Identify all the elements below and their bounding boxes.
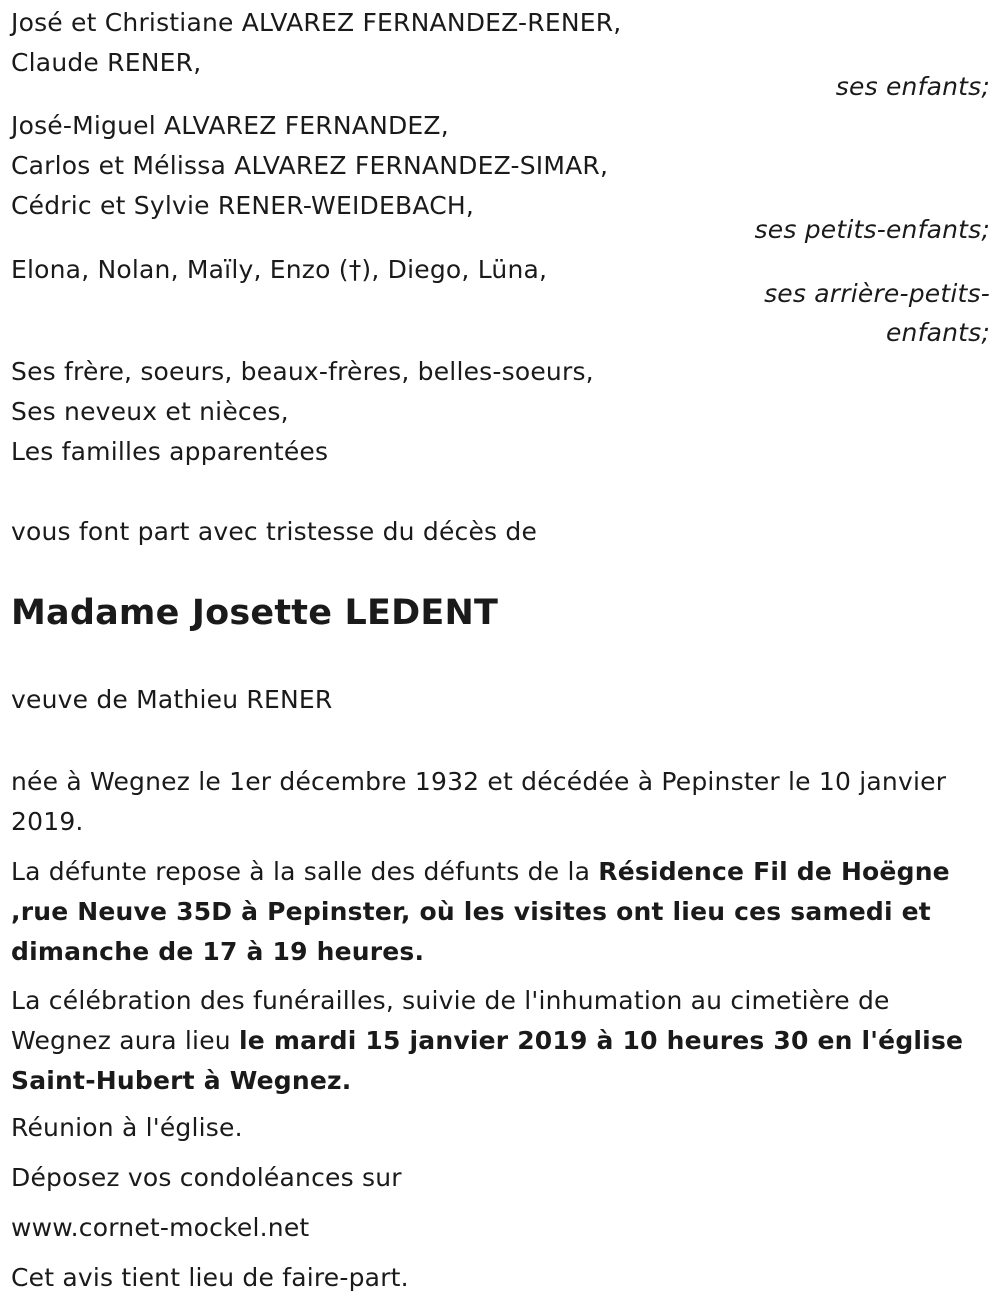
- closing-text: Cet avis tient lieu de faire-part.: [11, 1263, 409, 1292]
- announcement-text: vous font part avec tristesse du décès de: [11, 517, 538, 546]
- widow-of: veuve de Mathieu RENER: [11, 685, 333, 714]
- funeral-paragraph: [11, 981, 986, 1101]
- grandchildren-role: ses petits-enfants;: [754, 215, 990, 244]
- great-grandchildren-line: Elona, Nolan, Maïly, Enzo (†), Diego, Lüna,: [11, 255, 548, 284]
- funeral-text: La célébration des funérailles, suivie de l'inhumation au cimetière de Wegnez aura lieu: [11, 986, 890, 1055]
- meeting-text: Réunion à l'église.: [11, 1113, 243, 1142]
- relatives-line-3: Les familles apparentées: [11, 437, 329, 466]
- grandchildren-line-3: Cédric et Sylvie RENER-WEIDEBACH,: [11, 191, 475, 220]
- funeral-bold: le mardi 15 janvier 2019 à 10 heures 30 en l'église Saint-Hubert à Wegnez.: [11, 1026, 964, 1095]
- grandchildren-line-1: José-Miguel ALVAREZ FERNANDEZ,: [11, 111, 449, 140]
- condolences-text: Déposez vos condoléances sur: [11, 1163, 402, 1192]
- children-line-1: José et Christiane ALVAREZ FERNANDEZ-RENER,: [11, 8, 622, 37]
- relatives-line-1: Ses frère, soeurs, beaux-frères, belles-soeurs,: [11, 357, 594, 386]
- repose-text: La défunte repose à la salle des défunts de la: [11, 857, 599, 886]
- repose-paragraph: [11, 852, 986, 972]
- grandchildren-line-2: Carlos et Mélissa ALVAREZ FERNANDEZ-SIMAR,: [11, 151, 609, 180]
- great-grandchildren-role-1: ses arrière-petits-: [764, 279, 990, 308]
- repose-bold: Résidence Fil de Hoëgne ,rue Neuve 35D à Pepinster, où les visites ont lieu ces samedi et dimanche de 17 à 19 heures.: [11, 857, 950, 966]
- birth-death-text: née à Wegnez le 1er décembre 1932 et décédée à Pepinster le 10 janvier 2019.: [11, 767, 947, 836]
- condolences-link-wrap: [11, 1213, 309, 1243]
- relatives-line-2: Ses neveux et nièces,: [11, 397, 289, 426]
- great-grandchildren-role-2: enfants;: [885, 318, 990, 347]
- deceased-name: Madame Josette LEDENT: [11, 593, 499, 633]
- children-role: ses enfants;: [835, 72, 990, 101]
- children-line-2: Claude RENER,: [11, 48, 202, 77]
- condolences-url-link[interactable]: www.cornet-mockel.net: [11, 1213, 310, 1242]
